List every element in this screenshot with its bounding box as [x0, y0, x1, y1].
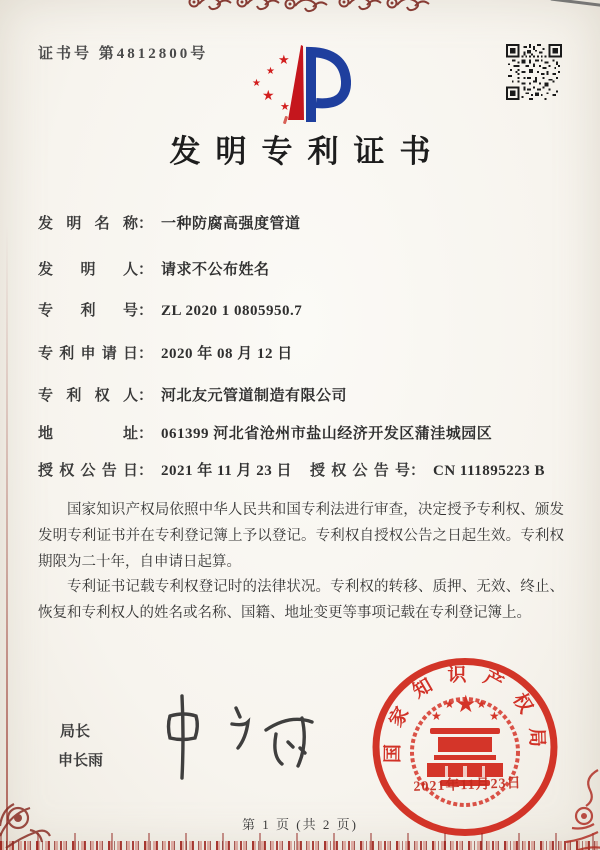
field-colon: ： [138, 463, 154, 479]
field-value: 2021 年 11 月 23 日 [161, 463, 292, 479]
bottom-left-corner-ornament [0, 796, 54, 850]
cnipa-logo [244, 36, 358, 128]
page-title: 发明专利证书 [169, 134, 446, 169]
field-label: 发明名称 [38, 216, 138, 232]
field-value: 请求不公布姓名 [161, 262, 270, 278]
field-colon: ： [138, 303, 154, 319]
seal-ring-text: 国家知识产权局 [382, 664, 548, 764]
field-label: 专利号 [38, 303, 138, 319]
notice-paragraph-2: 专利证书记载专利权登记时的法律状况。专利权的转移、质押、无效、终止、恢复和专利权人的姓名或名称、国籍、地址变更等事项记载在专利登记簿上。 [38, 579, 564, 622]
star-icon: ★ [262, 88, 275, 104]
director-signature-handwriting [148, 690, 333, 785]
field-value: 河北友元管道制造有限公司 [161, 388, 348, 404]
notice-paragraph-1: 国家知识产权局依照中华人民共和国专利法进行审查，决定授予专利权、颁发发明专利证书并在专利登记簿上予以登记。专利权自授权公告之日起生效。专利权期限为二十年，自申请日起算。 [38, 502, 564, 570]
field-value: 2020 年 08 月 12 日 [161, 346, 293, 362]
page-footer: 第 1 页 (共 2 页) [242, 817, 358, 832]
logo-blue-p [311, 52, 346, 122]
field-row-patentee [38, 384, 572, 406]
field-colon: ： [410, 463, 426, 479]
field-colon: ： [138, 216, 154, 232]
field-label: 授权公告日 [38, 463, 138, 479]
star-icon: ★ [489, 709, 500, 723]
photo-edge-line [550, 0, 600, 8]
director-title: 局长 [60, 724, 91, 740]
logo-stars [252, 53, 290, 113]
legal-notice [38, 498, 564, 627]
field-value: ZL 2020 1 0805950.7 [161, 303, 303, 319]
director-name: 申长雨 [58, 753, 104, 769]
field-label: 专利申请日 [38, 346, 138, 362]
field-label: 地址 [38, 426, 138, 442]
star-icon: ★ [444, 697, 455, 711]
field-label: 发明人 [38, 262, 138, 278]
top-border-ornament [186, 0, 436, 13]
field-value: 061399 河北省沧州市盐山经济开发区蒲洼城园区 [161, 426, 493, 442]
field-row-grant-date [38, 459, 572, 481]
field-colon: ： [138, 426, 154, 442]
field-colon: ： [138, 262, 154, 278]
field-row-address [38, 422, 572, 444]
logo-red-wedge [288, 45, 304, 120]
field-label: 授权公告号 [310, 463, 410, 479]
star-icon: ★ [476, 697, 487, 711]
bottom-border-strip [0, 841, 600, 850]
star-icon: ★ [278, 53, 290, 68]
bottom-right-corner-ornament [558, 768, 600, 850]
field-row-inventor [38, 258, 572, 280]
official-seal [372, 654, 562, 838]
field-grant-number [310, 459, 545, 480]
star-icon: ★ [280, 100, 290, 113]
star-icon: ★ [431, 709, 442, 723]
certificate-number: 证书号 第4812800号 [38, 46, 209, 62]
field-colon: ： [138, 346, 154, 362]
qr-code [506, 44, 562, 100]
star-icon: ★ [455, 690, 477, 718]
star-icon: ★ [266, 66, 275, 77]
seal-date-stamp: 2021年11月23日 [413, 776, 522, 795]
field-value: CN 111895223 B [433, 463, 546, 479]
field-colon: ： [138, 388, 154, 404]
field-row-invention-name [38, 212, 572, 234]
field-row-filing-date [38, 342, 572, 364]
star-icon: ★ [252, 78, 261, 89]
field-value: 一种防腐高强度管道 [161, 216, 301, 232]
field-label: 专利权人 [38, 388, 138, 404]
field-row-patent-number [38, 299, 572, 321]
left-edge-crease [6, 225, 8, 850]
